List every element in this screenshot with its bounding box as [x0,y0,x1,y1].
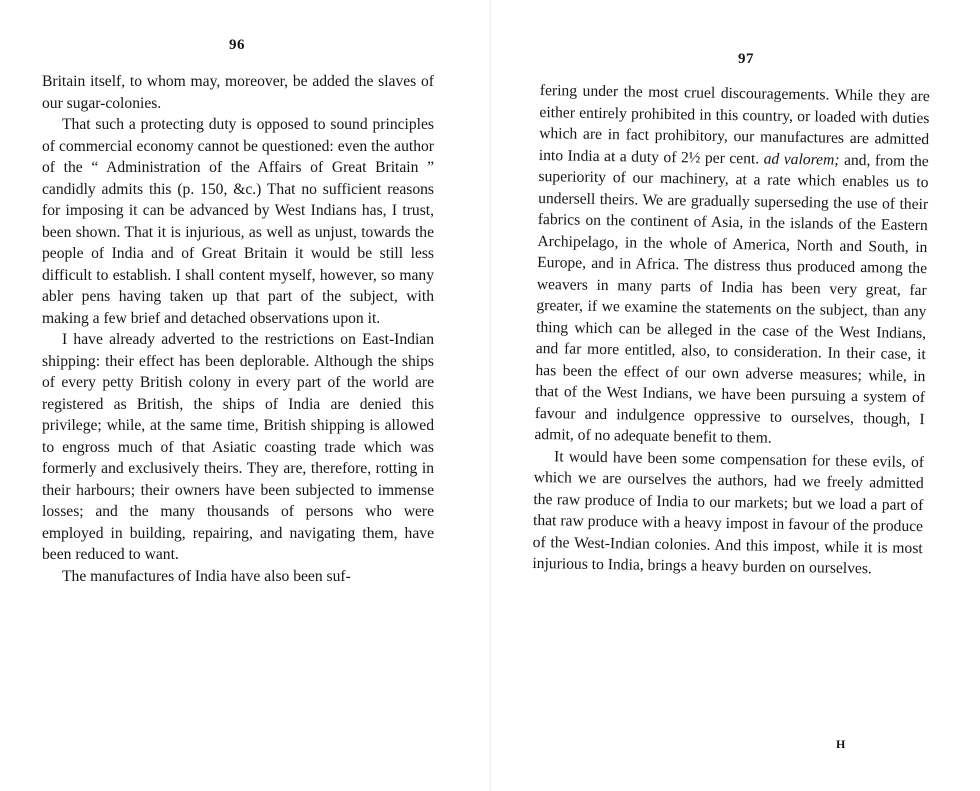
signature-mark: H [836,737,846,751]
left-paragraph-2: That such a protecting duty is opposed to sound principles of commercial economy cannot be questioned: even the author of the “ Administration of the Affairs of Great Britain ” candidly admits this (p. 150, &c.) That no sufficient reasons for imposing it can be advanced by West Indians has, I trust, been shown. That it is injurious, as well as unjust, towards the people of India and of Great Britain it would be still less difficult to establish. I shall content myself, however, so many abler pens having taken up that part of the subject, with making a few brief and detached observations upon it. [42,116,434,327]
left-paragraph-3: I have already adverted to the restrictions on East-Indian shipping: their effect has been deplorable. Although the ships of every petty British colony in every part of the world are registered as British, the ships of India are denied this privilege; while, at the same time, British shipping is allowed to engross much of that Asiatic coasting trade which was formerly and exclusively theirs. They are, therefore, rotting in their harbours; their owners have been subjected to immense losses; and the many thousands of persons who were employed in building, repairing, and navigating them, have been reduced to want. [42,331,434,563]
right-paragraph-1 [534,80,930,452]
ad-valorem-phrase: ad valorem; [763,150,840,169]
right-paragraph-1-part-b: and, from the superiority of our machinery, at a rate which enables us to undersell theirs. We are gradually superseding the use of their fabrics on the continent of Asia, in the islands of the Eastern Archipelago, in the whole of America, North and South, in Europe, and in Africa. The distress thus produced among the weavers in many parts of India has been very great, far greater, if we examine the statements on the subject, than any thing which can be alleged in the case of the West Indians, and far more entitled, also, to consideration. In their case, it has been the effect of our own adverse measures; while, in that of the West Indians, we have been pursuing a system of favour and indulgence oppressive to ourselves, though, I admit, of no adequate benefit to them. [534,151,929,447]
left-paragraph-1: Britain itself, to whom may, moreover, be added the slaves of our sugar-colonies. [42,73,434,112]
right-page [490,0,980,791]
page-number-left: 96 [229,37,245,53]
left-paragraph-4: The manufactures of India have also been suf- [62,567,351,585]
left-page-text [42,71,434,587]
right-page-text [532,80,930,581]
right-paragraph-2: It would have been some compensation for these evils, of which we are ourselves the authors, had we freely admitted the raw produce of India to our markets; but we load a part of that raw produce with a heavy impost in favour of the produce of the West-Indian colonies. And this impost, while it is most injurious to India, brings a heavy burden on ourselves. [532,447,925,578]
page-number-right: 97 [738,51,754,67]
right-paragraph-1-part-a: fering under the most cruel discouragements. While they are either entirely prohibited in this country, or loaded with duties which are in fact prohibitory, our manufactures are admitted into India at a duty of 2½ per cent. [538,81,930,167]
